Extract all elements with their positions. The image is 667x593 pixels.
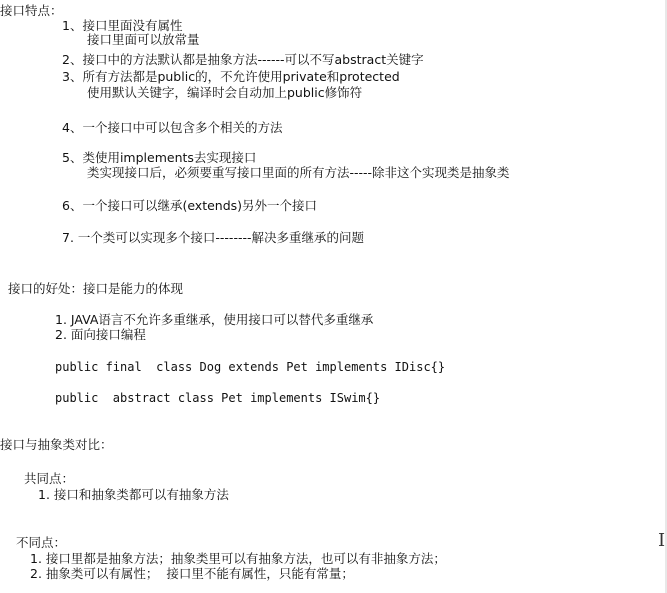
feature-item-7: 7. 一个类可以实现多个接口--------解决多重继承的问题 — [62, 230, 364, 245]
benefit-item-2: 2. 面向接口编程 — [55, 327, 146, 342]
code-line-pet: public abstract class Pet implements ISwim{} — [55, 391, 381, 405]
benefit-item-1: 1. JAVA语言不允许多重继承，使用接口可以替代多重继承 — [55, 312, 374, 327]
section-title-interface-benefits: 接口的好处：接口是能力的体现 — [8, 281, 184, 296]
feature-item-1-line-1: 1、接口里面没有属性 — [62, 18, 183, 33]
common-points-title: 共同点： — [24, 471, 75, 486]
text-cursor-icon: I — [658, 530, 666, 551]
feature-item-3-line-1: 3、所有方法都是public的，不允许使用private和protected — [62, 69, 400, 84]
feature-item-5-line-2: 类实现接口后，必须要重写接口里面的所有方法-----除非这个实现类是抽象类 — [87, 165, 510, 180]
section-title-comparison: 接口与抽象类对比： — [0, 437, 113, 452]
difference-item-2: 2. 抽象类可以有属性； 接口里不能有属性，只能有常量； — [30, 566, 354, 581]
feature-item-4: 4、一个接口中可以包含多个相关的方法 — [62, 120, 283, 135]
feature-item-1-line-2: 接口里面可以放常量 — [87, 32, 200, 47]
common-item-1: 1. 接口和抽象类都可以有抽象方法 — [38, 487, 229, 502]
feature-item-3-line-2: 使用默认关键字，编译时会自动加上public修饰符 — [87, 85, 363, 100]
section-title-interface-features: 接口特点： — [0, 3, 63, 18]
feature-item-5-line-1: 5、类使用implements去实现接口 — [62, 150, 257, 165]
code-line-dog: public final class Dog extends Pet implements IDisc{} — [55, 360, 446, 374]
feature-item-6: 6、一个接口可以继承(extends)另外一个接口 — [62, 198, 318, 213]
feature-item-2: 2、接口中的方法默认都是抽象方法------可以不写abstract关键字 — [62, 52, 424, 67]
differences-title: 不同点： — [16, 535, 67, 550]
difference-item-1: 1. 接口里都是抽象方法；抽象类里可以有抽象方法，也可以有非抽象方法； — [30, 551, 446, 566]
